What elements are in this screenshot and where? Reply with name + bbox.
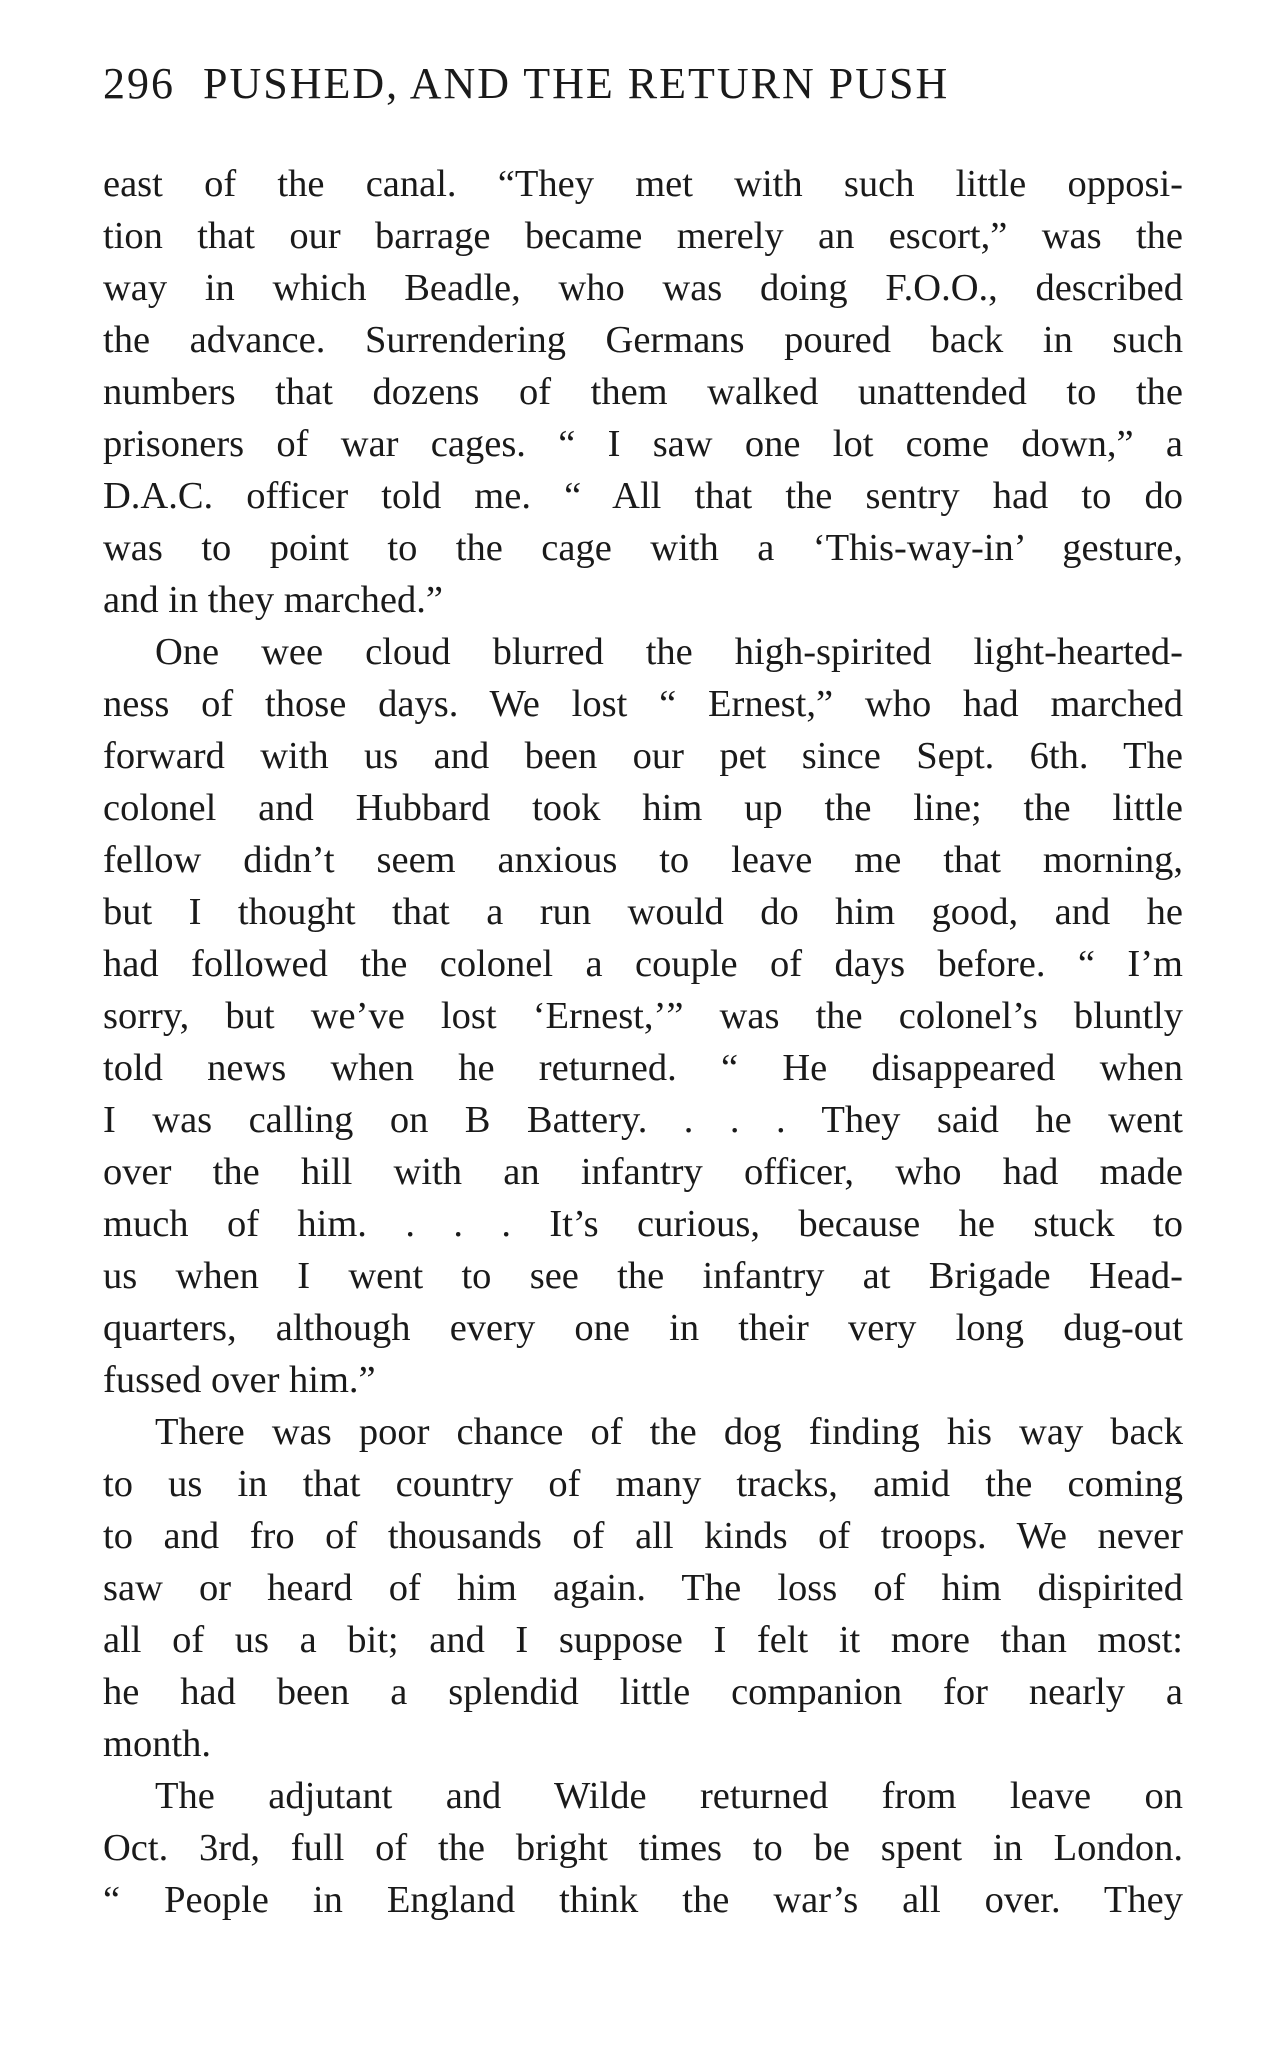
text-line: to us in that country of many tracks, amid the coming bbox=[103, 1463, 1183, 1505]
body-text bbox=[103, 158, 1183, 1926]
text-line: Oct. 3rd, full of the bright times to be spent in London. bbox=[103, 1827, 1183, 1869]
text-line: east of the canal. “They met with such little opposi- bbox=[103, 163, 1183, 205]
text-line: The adjutant and Wilde returned from leave on bbox=[155, 1775, 1183, 1817]
paragraph bbox=[103, 158, 1183, 626]
text-line: colonel and Hubbard took him up the line; the little bbox=[103, 787, 1183, 829]
text-line: I was calling on B Battery. . . . They said he went bbox=[103, 1099, 1183, 1141]
running-head bbox=[103, 58, 1185, 114]
text-line: fussed over him.” bbox=[103, 1359, 376, 1401]
text-line: ness of those days. We lost “ Ernest,” who had marched bbox=[103, 683, 1183, 725]
text-line: month. bbox=[103, 1723, 212, 1765]
text-line: us when I went to see the infantry at Brigade Head- bbox=[103, 1255, 1183, 1297]
paragraph bbox=[103, 626, 1183, 1406]
text-line: sorry, but we’ve lost ‘Ernest,’” was the colonel’s bluntly bbox=[103, 995, 1183, 1037]
text-line: he had been a splendid little companion for nearly a bbox=[103, 1671, 1183, 1713]
text-line: but I thought that a run would do him good, and he bbox=[103, 891, 1183, 933]
text-line: the advance. Surrendering Germans poured back in such bbox=[103, 319, 1183, 361]
paragraph bbox=[103, 1770, 1183, 1926]
text-line: quarters, although every one in their very long dug-out bbox=[103, 1307, 1183, 1349]
text-line: There was poor chance of the dog finding his way back bbox=[155, 1411, 1183, 1453]
paragraph bbox=[103, 1406, 1183, 1770]
text-line: prisoners of war cages. “ I saw one lot come down,” a bbox=[103, 423, 1183, 465]
text-line: was to point to the cage with a ‘This-way-in’ gesture, bbox=[103, 527, 1183, 569]
text-line: much of him. . . . It’s curious, because he stuck to bbox=[103, 1203, 1183, 1245]
text-line: “ People in England think the war’s all over. They bbox=[103, 1879, 1183, 1921]
text-line: told news when he returned. “ He disappeared when bbox=[103, 1047, 1183, 1089]
text-line: forward with us and been our pet since Sept. 6th. The bbox=[103, 735, 1183, 777]
running-title: PUSHED, AND THE RETURN PUSH bbox=[203, 59, 950, 108]
text-line: tion that our barrage became merely an escort,” was the bbox=[103, 215, 1183, 257]
text-line: to and fro of thousands of all kinds of troops. We never bbox=[103, 1515, 1183, 1557]
text-line: all of us a bit; and I suppose I felt it more than most: bbox=[103, 1619, 1183, 1661]
page-number: 296 bbox=[103, 59, 175, 108]
text-line: over the hill with an infantry officer, who had made bbox=[103, 1151, 1183, 1193]
text-line: numbers that dozens of them walked unattended to the bbox=[103, 371, 1183, 413]
text-line: D.A.C. officer told me. “ All that the sentry had to do bbox=[103, 475, 1183, 517]
text-line: One wee cloud blurred the high-spirited light-hearted- bbox=[155, 631, 1183, 673]
text-line: way in which Beadle, who was doing F.O.O., described bbox=[103, 267, 1183, 309]
text-line: saw or heard of him again. The loss of him dispirited bbox=[103, 1567, 1183, 1609]
text-line: fellow didn’t seem anxious to leave me that morning, bbox=[103, 839, 1183, 881]
text-line: and in they marched.” bbox=[103, 579, 443, 621]
text-line: had followed the colonel a couple of days before. “ I’m bbox=[103, 943, 1183, 985]
